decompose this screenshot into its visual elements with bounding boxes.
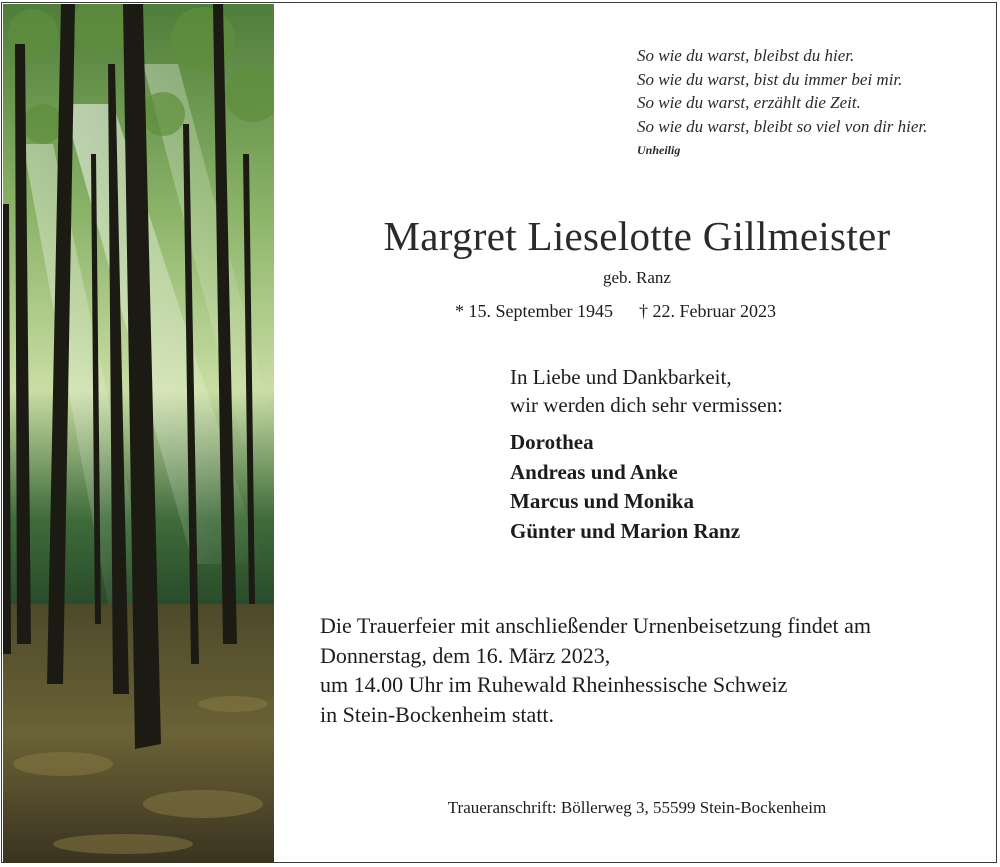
thanks-text — [510, 363, 783, 419]
birth-date: * 15. September 1945 — [455, 301, 613, 321]
poem-author: Unheilig — [637, 143, 681, 157]
death-date: † 22. Februar 2023 — [638, 301, 776, 321]
family-member: Dorothea — [510, 430, 594, 454]
poem-line: So wie du warst, bleibt so viel von dir hier. — [637, 116, 928, 136]
life-dates — [455, 301, 776, 322]
family-member: Marcus und Monika — [510, 489, 694, 513]
memorial-poem — [637, 44, 927, 160]
family-member: Günter und Marion Ranz — [510, 518, 741, 543]
mourning-address: Traueranschrift: Böllerweg 3, 55599 Stein-Bockenheim — [447, 798, 827, 817]
service-line: Donnerstag, dem 16. März 2023, — [320, 642, 611, 668]
family-list — [510, 428, 740, 546]
service-line: Die Trauerfeier mit anschließender Urnenbeisetzung findet am — [320, 613, 872, 638]
forest-image — [3, 4, 274, 863]
service-info — [320, 611, 871, 729]
service-line: in Stein-Bockenheim statt. — [320, 701, 555, 727]
birth-name: geb. Ranz — [603, 268, 671, 287]
service-line: um 14.00 Uhr im Ruhewald Rheinhessische Schweiz — [320, 672, 788, 697]
family-member: Andreas und Anke — [510, 459, 678, 484]
poem-line: So wie du warst, erzählt die Zeit. — [637, 93, 861, 112]
poem-line: So wie du warst, bist du immer bei mir. — [637, 69, 903, 89]
thanks-line: wir werden dich sehr vermissen: — [510, 393, 783, 417]
thanks-line: In Liebe und Dankbarkeit, — [510, 365, 732, 389]
deceased-name: Margret Lieselotte Gillmeister — [383, 213, 891, 259]
poem-line: So wie du warst, bleibst du hier. — [637, 46, 855, 65]
